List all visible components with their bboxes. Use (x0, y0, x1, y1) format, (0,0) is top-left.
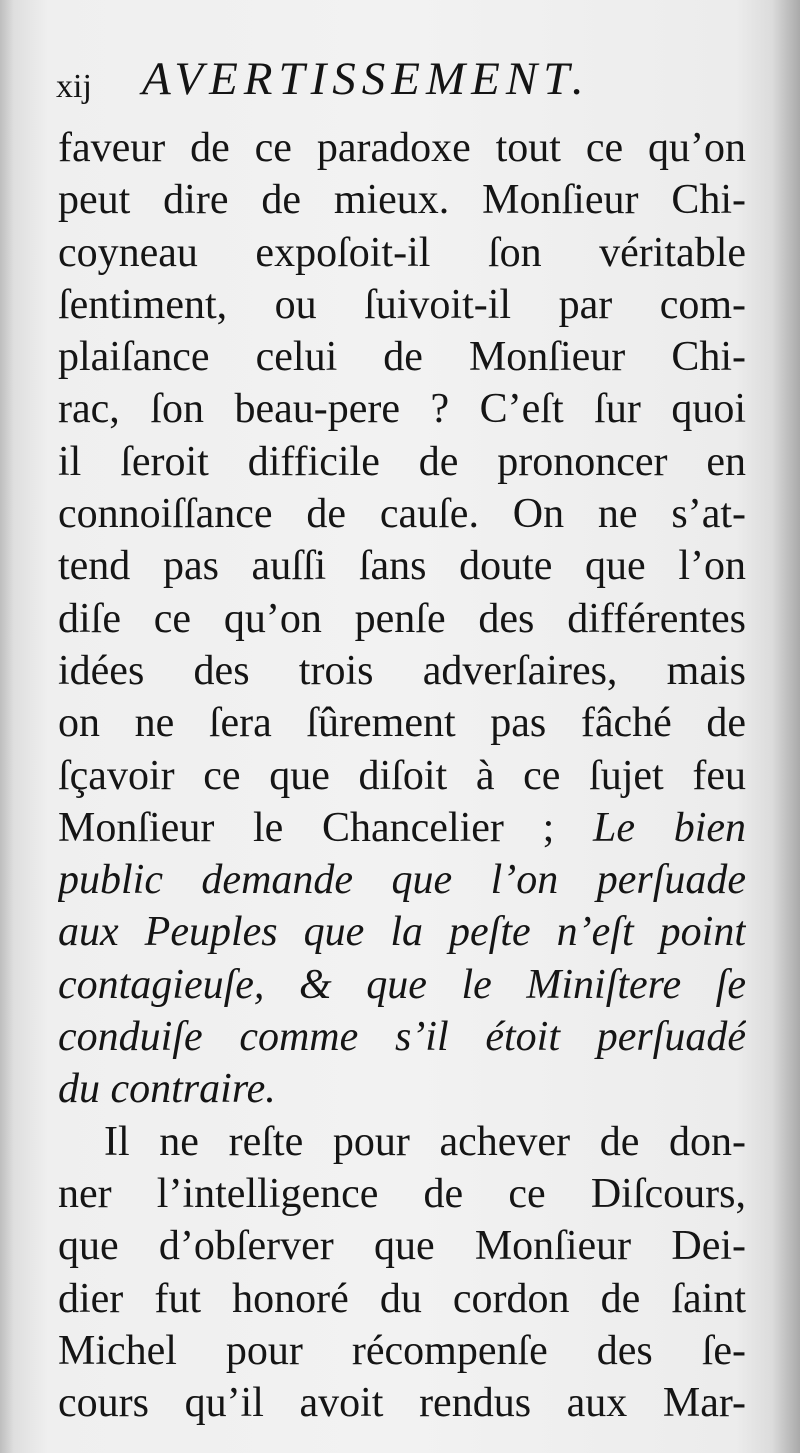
page-gutter-shadow (0, 0, 14, 1453)
italic-segment: Le bien (593, 804, 746, 851)
page-edge-shadow (772, 0, 800, 1453)
text-line: connoiſſance de cauſe. On ne s’at- (58, 491, 746, 538)
text-line: il ſeroit difficile de prononcer en (58, 438, 746, 485)
page-header (56, 50, 716, 110)
text-line: ſçavoir ce que diſoit à ce ſujet feu (58, 752, 746, 799)
quote-line: du contraire. (58, 1066, 276, 1113)
roman-segment: Monſieur le Chancelier ; (58, 804, 555, 851)
quote-line: aux Peuples que la peſte n’eſt point (58, 909, 746, 956)
text-line: tend pas auſſi ſans doute que l’on (58, 543, 746, 590)
paragraph-first-line: Il ne reſte pour achever de don- (104, 1118, 746, 1165)
quote-line: public demande que l’on perſuade (58, 857, 746, 904)
text-line: on ne ſera ſûrement pas fâché de (58, 700, 746, 747)
text-line: ner l’intelligence de ce Diſcours, (58, 1170, 746, 1217)
text-line: ſentiment, ou ſuivoit-il par com- (58, 281, 746, 328)
text-line: idées des trois adverſaires, mais (58, 647, 746, 694)
body-text (58, 122, 746, 1429)
text-line: rac, ſon beau-pere ? C’eſt ſur quoi (58, 386, 746, 433)
text-line: cours qu’il avoit rendus aux Mar- (58, 1380, 746, 1427)
text-line: dier fut honoré du cordon de ſaint (58, 1275, 746, 1322)
text-line: faveur de ce paradoxe tout ce qu’on (58, 125, 746, 171)
text-line: Michel pour récompenſe des ſe- (58, 1327, 746, 1374)
text-line: plaiſance celui de Monſieur Chi- (58, 334, 746, 381)
text-line: diſe ce qu’on penſe des différentes (58, 595, 746, 642)
text-line: coyneau expoſoit-il ſon véritable (58, 229, 746, 276)
text-line: peut dire de mieux. Monſieur Chi- (58, 177, 746, 224)
quote-line: conduiſe comme s’il étoit perſuadé (58, 1014, 746, 1061)
text-line-mixed (58, 802, 746, 854)
running-head: AVERTISSEMENT. (142, 53, 590, 105)
page-number: xij (56, 68, 92, 105)
quote-line: contagieuſe, & que le Miniſtere ſe (58, 961, 746, 1008)
text-line: que d’obſerver que Monſieur Dei- (58, 1223, 746, 1270)
